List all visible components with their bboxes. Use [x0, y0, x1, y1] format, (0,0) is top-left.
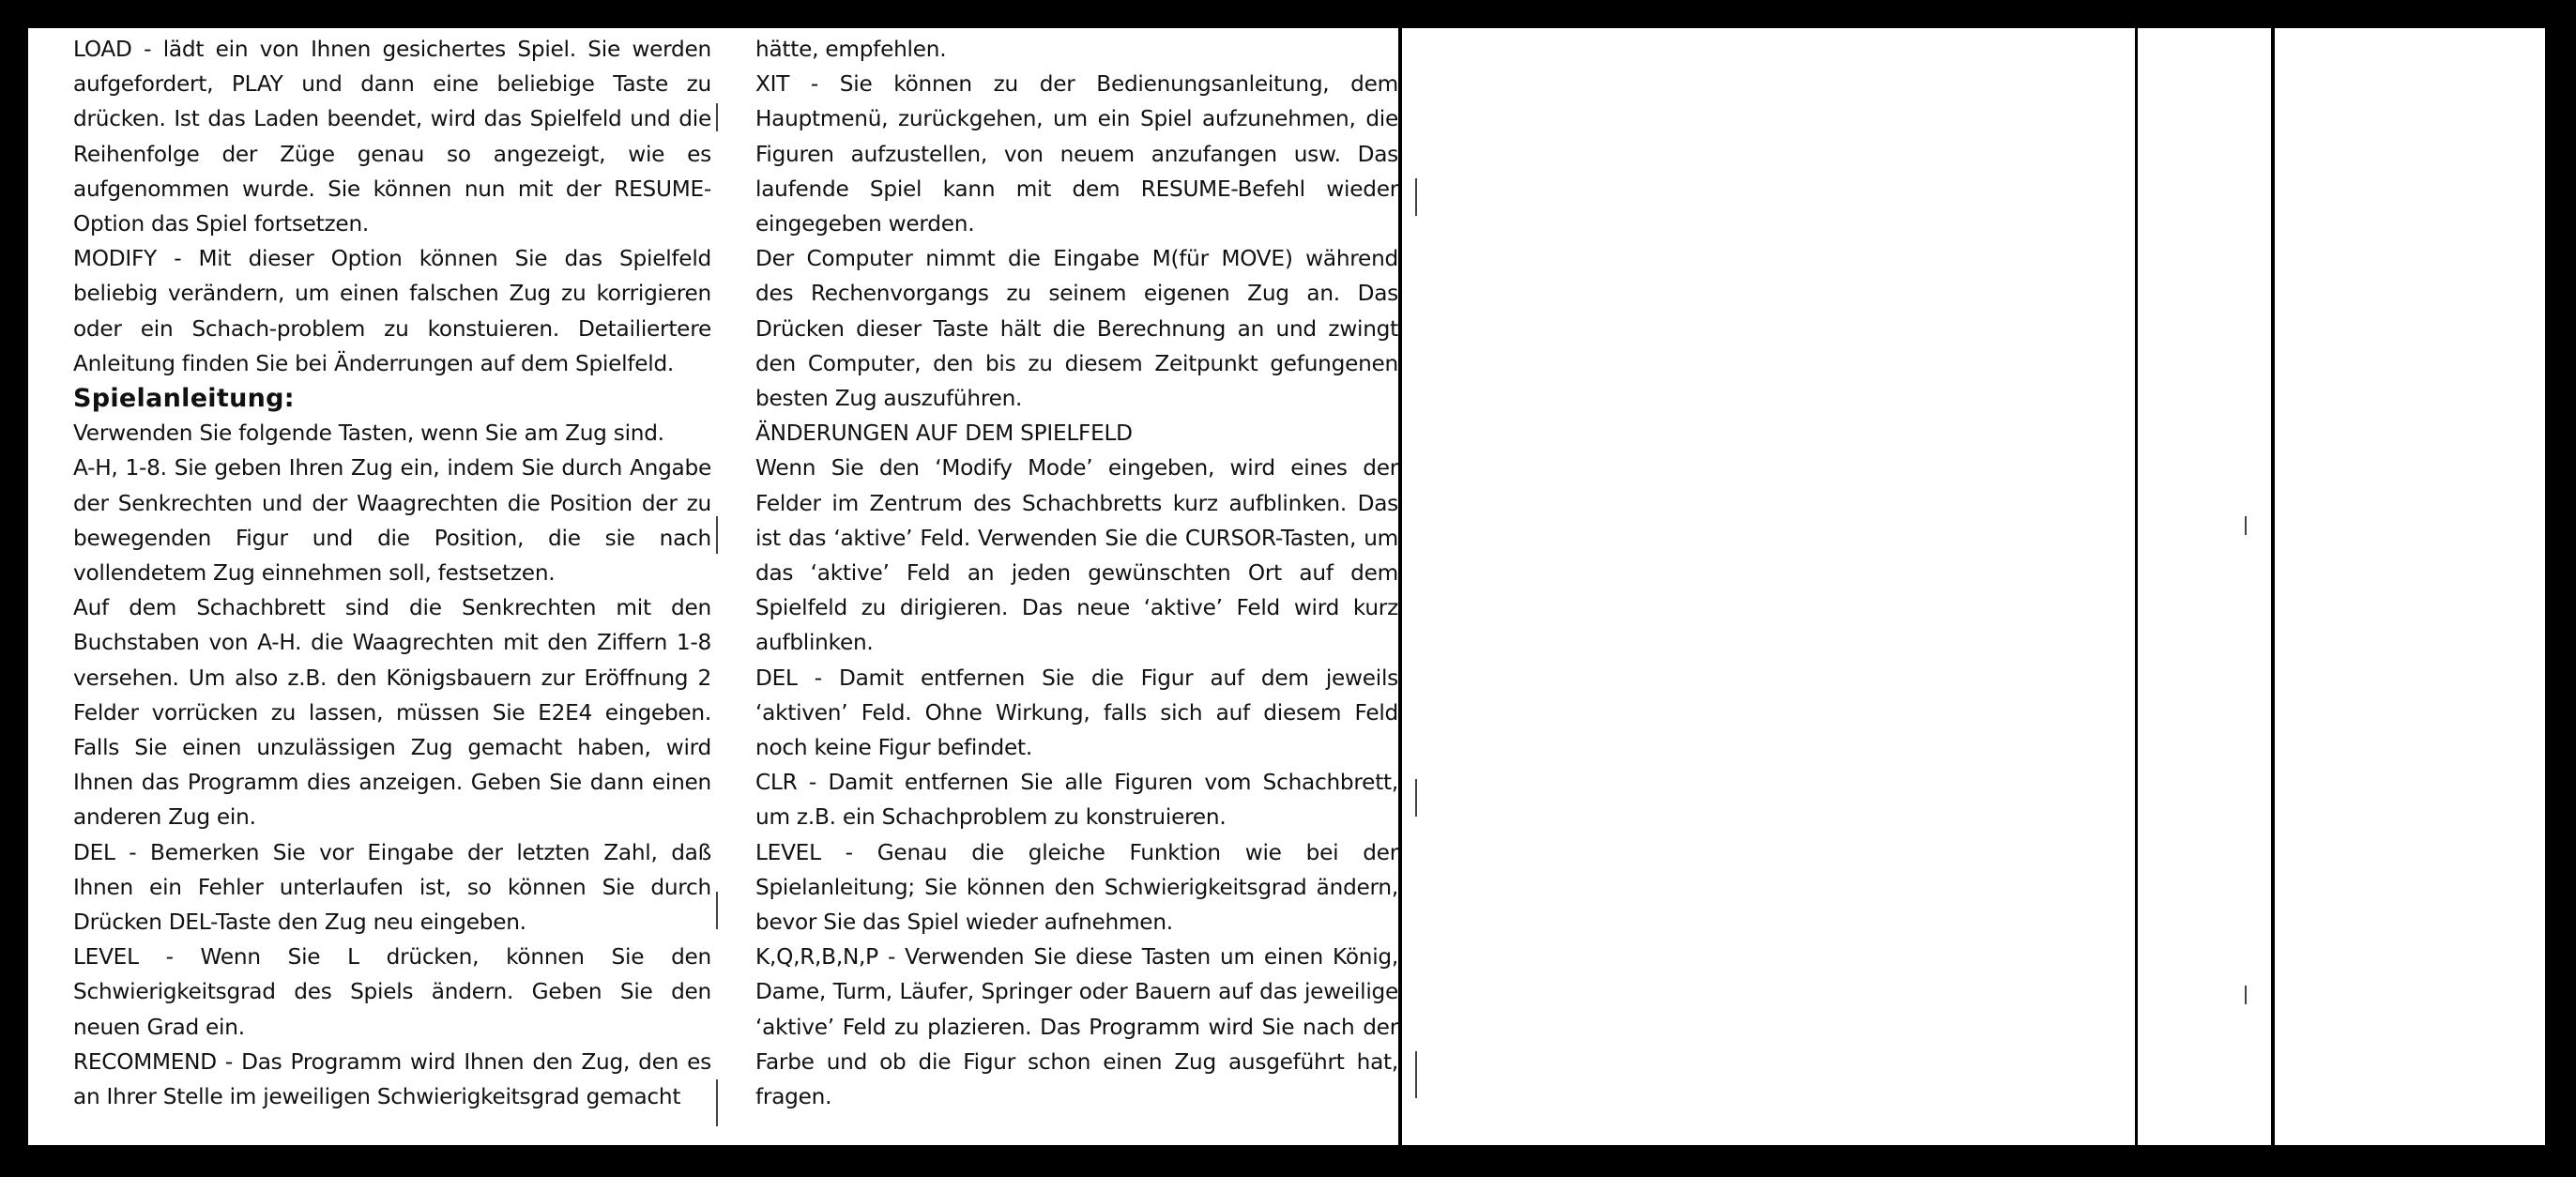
paragraph: A-H, 1-8. Sie geben Ihren Zug ein, indem Sie durch Angabe der Senkrechten und der Waagrechten die Position der zu bewegenden Figur und die Position, die sie nach vollendetem Zug einnehmen soll, festsetzen.: [73, 455, 711, 587]
paragraph: LEVEL - Wenn Sie L drücken, können Sie den Schwierigkeitsgrad des Spiels ändern. Geben Sie den neuen Grad ein.: [73, 944, 711, 1040]
fold-mark: [1415, 1051, 1417, 1098]
fold-line-center: [1398, 0, 1402, 1145]
paragraph: Auf dem Schachbrett sind die Senkrechten mit den Buchstaben von A-H. die Waagrechten mit den Ziffern 1-8 versehen. Um also z.B. den Königsbauern zur Eröffnung 2 Felder vorrücken zu lassen, müssen Sie E2E4 eingeben. Falls Sie einen unzulässigen Zug gemacht haben, wird Ihnen das Programm dies anzeigen. Geben Sie dann einen anderen Zug ein.: [73, 595, 711, 831]
paragraph: hätte, empfehlen.: [755, 37, 947, 62]
paragraph: DEL - Damit entfernen Sie die Figur auf dem jeweils ‘aktiven’ Feld. Ohne Wirkung, falls sich auf diesem Feld noch keine Figur befindet.: [755, 665, 1398, 761]
fold-mark: [716, 103, 718, 131]
paragraph: LEVEL - Genau die gleiche Funktion wie bei der Spielanleitung; Sie können den Schwierigkeitsgrad ändern, bevor Sie das Spiel wieder aufnehmen.: [755, 839, 1398, 936]
fold-mark: [2245, 986, 2247, 1004]
paragraph: MODIFY - Mit dieser Option können Sie das Spielfeld beliebig verändern, um einen falschen Zug zu korrigieren oder ein Schach-problem zu konstuieren. Detailiertere Anleitung finden Sie bei Änderrungen auf dem Spielfeld.: [73, 246, 711, 376]
fold-mark: [716, 516, 718, 554]
paragraph: Wenn Sie den ‘Modify Mode’ eingeben, wird eines der Felder im Zentrum des Schachbretts kurz aufblinken. Das ist das ‘aktive’ Feld. Verwenden Sie die CURSOR-Tasten, um das ‘aktive’ Feld an jeden gewünschten Ort auf dem Spielfeld zu dirigieren. Das neue ‘aktive’ Feld wird kurz aufblinken.: [755, 455, 1398, 656]
fold-mark: [716, 1079, 718, 1126]
fold-mark: [2245, 516, 2247, 535]
paragraph: DEL - Bemerken Sie vor Eingabe der letzten Zahl, daß Ihnen ein Fehler unterlaufen ist, so können Sie durch Drücken DEL-Taste den Zug neu eingeben.: [73, 839, 711, 936]
fold-mark: [1415, 178, 1417, 216]
paragraph: Der Computer nimmt die Eingabe M(für MOVE) während des Rechenvorgangs zu seinem eigenen Zug an. Das Drücken dieser Taste hält die Berechnung an und zwingt den Computer, den bis zu diesem Zeitpunkt gefungenen besten Zug auszuführen.: [755, 246, 1398, 412]
fold-mark: [1415, 779, 1417, 817]
paragraph: Verwenden Sie folgende Tasten, wenn Sie am Zug sind.: [73, 420, 664, 447]
right-text-column: [755, 32, 1398, 1114]
paragraph: RECOMMEND - Das Programm wird Ihnen den Zug, den es an Ihrer Stelle im jeweiligen Schwierigkeitsgrad gemacht: [73, 1048, 711, 1110]
paragraph: ÄNDERUNGEN AUF DEM SPIELFELD: [755, 420, 1133, 447]
paragraph: LOAD - lädt ein von Ihnen gesichertes Spiel. Sie werden aufgefordert, PLAY und dann eine beliebige Taste zu drücken. Ist das Laden beendet, wird das Spielfeld und die Reihenfolge der Züge genau so angezeigt, wie es aufgenommen wurde. Sie können nun mit der RESUME-Option das Spiel fortsetzen.: [73, 37, 711, 237]
document-page: [28, 28, 2545, 1145]
left-text-column: [73, 32, 711, 1114]
paragraph: CLR - Damit entfernen Sie alle Figuren vom Schachbrett, um z.B. ein Schachproblem zu konstruieren.: [755, 770, 1398, 831]
fold-line-right-1: [2135, 0, 2138, 1145]
paragraph: K,Q,R,B,N,P - Verwenden Sie diese Tasten um einen König, Dame, Turm, Läufer, Springer oder Bauern auf das jeweilige ‘aktive’ Feld zu plazieren. Das Programm wird Sie nach der Farbe und ob die Figur schon einen Zug ausgeführt hat, fragen.: [755, 944, 1398, 1110]
section-heading: Spielanleitung:: [73, 384, 295, 414]
fold-line-right-2: [2271, 0, 2275, 1145]
paragraph: XIT - Sie können zu der Bedienungsanleitung, dem Hauptmenü, zurückgehen, um ein Spiel aufzunehmen, die Figuren aufzustellen, von neuem anzufangen usw. Das laufende Spiel kann mit dem RESUME-Befehl wieder eingegeben werden.: [755, 71, 1398, 237]
fold-mark: [716, 892, 718, 929]
